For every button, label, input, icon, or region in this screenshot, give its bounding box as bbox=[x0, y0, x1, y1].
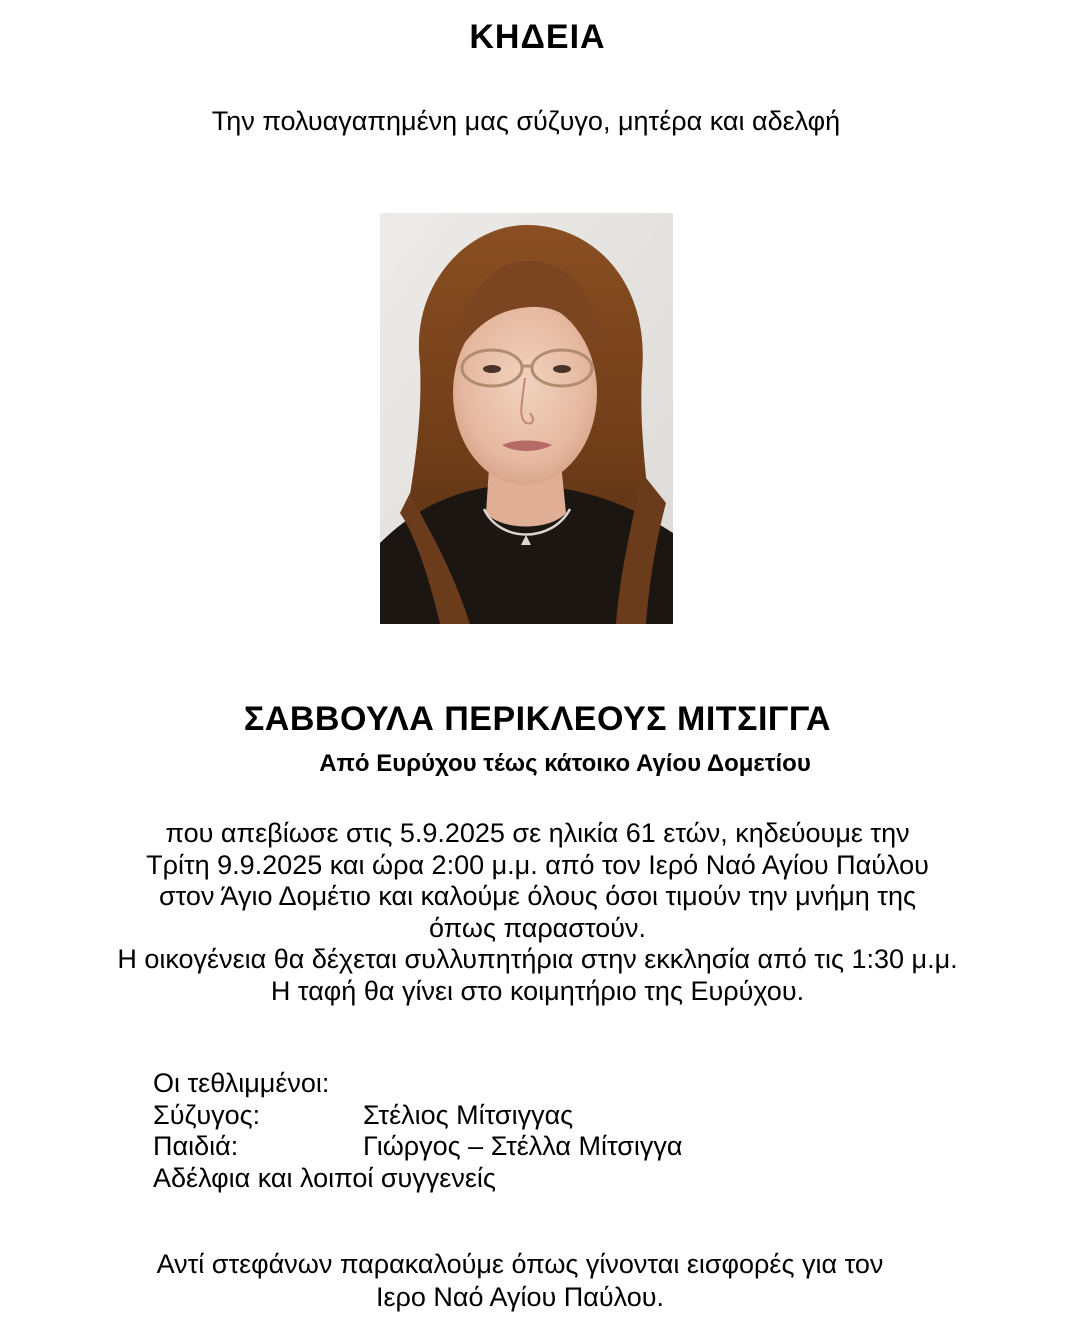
children-label: Παιδιά: bbox=[153, 1131, 239, 1161]
intro-text: Την πολυαγαπημένη μας σύζυγο, μητέρα και αδελφή bbox=[211, 106, 841, 136]
closing-line: Αντί στεφάνων παρακαλούμε όπως γίνονται εισφορές για τον bbox=[156, 1249, 884, 1279]
spouse-label: Σύζυγος: bbox=[153, 1099, 261, 1130]
page-title: ΚΗΔΕΙΑ bbox=[469, 18, 606, 56]
children-value: Γιώργος – Στέλλα Μίτσιγγα bbox=[363, 1131, 683, 1161]
spouse-value: Στέλιος Μίτσιγγας bbox=[363, 1099, 574, 1130]
announcement-line: που απεβίωσε στις 5.9.2025 σε ηλικία 61 ετών, κηδεύουμε την bbox=[165, 818, 910, 848]
mourners-list bbox=[153, 1068, 683, 1194]
announcement-text bbox=[0, 818, 1075, 1007]
announcement-line: Η ταφή θα γίνει στο κοιμητήριο της Ευρύχου. bbox=[270, 975, 805, 1006]
closing-text bbox=[0, 1248, 1040, 1314]
announcement-line: Η οικογένεια θα δέχεται συλλυπητήρια στην εκκλησία από τις 1:30 μ.μ. bbox=[117, 944, 958, 974]
mourners-heading: Οι τεθλιμμένοι: bbox=[153, 1068, 330, 1098]
portrait-photo bbox=[380, 213, 673, 624]
announcement-line: στον Άγιο Δομέτιο και καλούμε όλους όσοι τιμούν την μνήμη της bbox=[158, 881, 916, 911]
deceased-name: ΣΑΒΒΟΥΛΑ ΠΕΡΙΚΛΕΟΥΣ ΜΙΤΣΙΓΓΑ bbox=[243, 700, 832, 738]
mourner-children bbox=[153, 1131, 683, 1163]
closing-line: Ιερο Ναό Αγίου Παύλου. bbox=[375, 1282, 665, 1312]
portrait-photo-icon bbox=[380, 213, 673, 624]
mourner-spouse bbox=[153, 1100, 683, 1132]
mourner-others: Αδέλφια και λοιποί συγγενείς bbox=[153, 1162, 496, 1193]
origin-text: Από Ευρύχου τέως κάτοικο Αγίου Δομετίου bbox=[319, 750, 811, 777]
announcement-line: Τρίτη 9.9.2025 και ώρα 2:00 μ.μ. από τον Ιερό Ναό Αγίου Παύλου bbox=[146, 849, 929, 880]
announcement-line: όπως παραστούν. bbox=[428, 912, 647, 943]
